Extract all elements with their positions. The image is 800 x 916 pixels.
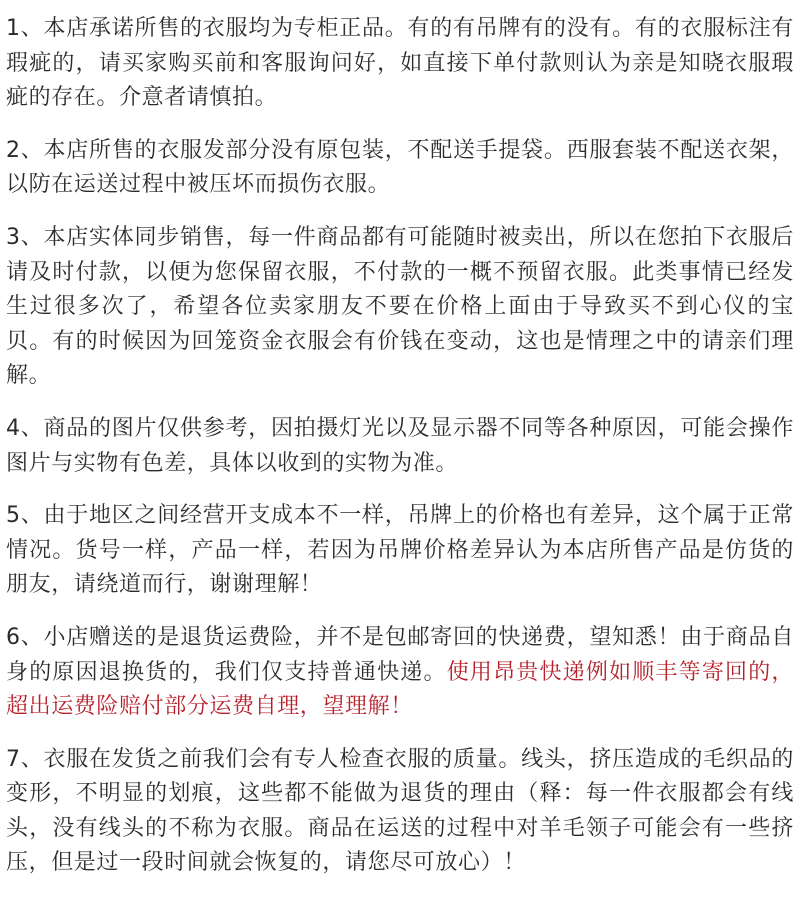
notice-item-3: 3、本店实体同步销售，每一件商品都有可能随时被卖出，所以在您拍下衣服后请及时付款，以便为您保留衣服，不付款的一概不预留衣服。此类事情已经发生过很多次了，希望各位卖家朋友不要在价格上面由于导致买不到心仪的宝贝。有的时候因为回笼资金衣服会有价钱在变动，这也是情理之中的请亲们理解。: [6, 224, 794, 389]
notice-item-6-highlight: 使用昂贵快递例如顺丰等寄回的，超出运费险赔付部分运费自理，望理解！: [6, 659, 794, 720]
notice-item-6-text: 6、小店赠送的是退货运费险，并不是包邮寄回的快递费，望知悉！由于商品自身的原因退换货的，我们仅支持普通快递。: [6, 624, 794, 685]
notice-item-6: [6, 621, 794, 725]
notice-item-7: 7、衣服在发货之前我们会有专人检查衣服的质量。线头，挤压造成的毛织品的变形，不明显的划痕，这些都不能做为退货的理由（释：每一件衣服都会有线头，没有线头的不称为衣服。商品在运送的过程中对羊毛领子可能会有一些挤压，但是过一段时间就会恢复的，请您尽可放心）！: [6, 746, 794, 876]
notice-item-2: 2、本店所售的衣服发部分没有原包装，不配送手提袋。西服套装不配送衣架，以防在运送过程中被压坏而损伤衣服。: [6, 137, 794, 198]
notice-item-1: 1、本店承诺所售的衣服均为专柜正品。有的有吊牌有的没有。有的衣服标注有瑕疵的，请买家购买前和客服询问好，如直接下单付款则认为亲是知晓衣服瑕疵的存在。介意者请慎拍。: [6, 16, 794, 111]
notice-item-4: 4、商品的图片仅供参考，因拍摄灯光以及显示器不同等各种原因，可能会操作图片与实物有色差，具体以收到的实物为准。: [6, 415, 794, 476]
notice-item-5: 5、由于地区之间经营开支成本不一样，吊牌上的价格也有差异，这个属于正常情况。货号一样，产品一样，若因为吊牌价格差异认为本店所售产品是仿货的朋友，请绕道而行，谢谢理解！: [6, 503, 794, 598]
